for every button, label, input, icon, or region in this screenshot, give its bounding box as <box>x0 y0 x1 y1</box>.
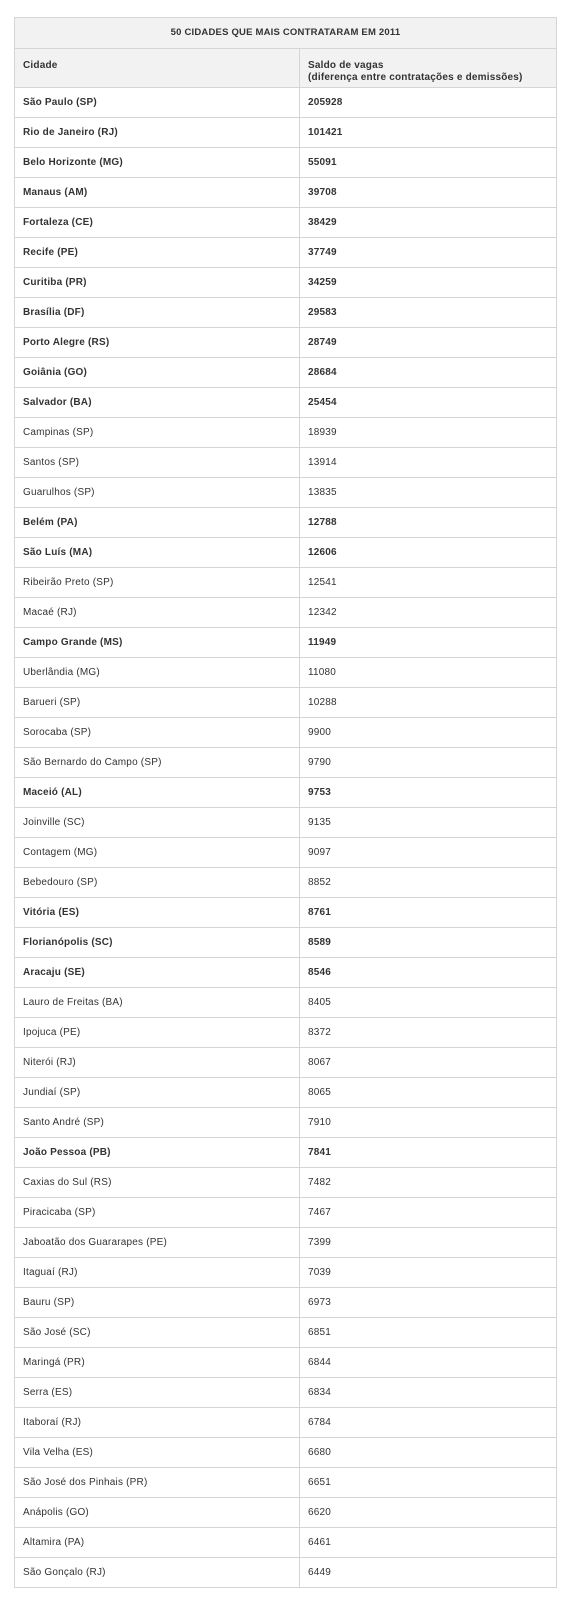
city-cell: Sorocaba (SP) <box>15 718 300 748</box>
table-row <box>15 1108 557 1138</box>
balance-cell: 205928 <box>300 88 557 118</box>
table-row <box>15 1558 557 1588</box>
column-header-city: Cidade <box>15 49 300 88</box>
table-row <box>15 478 557 508</box>
balance-cell: 11080 <box>300 658 557 688</box>
city-cell: Belo Horizonte (MG) <box>15 148 300 178</box>
balance-cell: 6784 <box>300 1408 557 1438</box>
balance-cell: 9790 <box>300 748 557 778</box>
balance-cell: 101421 <box>300 118 557 148</box>
balance-cell: 6973 <box>300 1288 557 1318</box>
balance-cell: 39708 <box>300 178 557 208</box>
balance-cell: 28684 <box>300 358 557 388</box>
column-header-balance-line2: (diferença entre contratações e demissões) <box>308 72 523 83</box>
city-cell: Uberlândia (MG) <box>15 658 300 688</box>
balance-cell: 25454 <box>300 388 557 418</box>
table-row <box>15 838 557 868</box>
column-header-balance <box>300 49 557 88</box>
column-header-balance-line1: Saldo de vagas <box>308 60 384 71</box>
city-cell: Macaé (RJ) <box>15 598 300 628</box>
city-cell: São Gonçalo (RJ) <box>15 1558 300 1588</box>
city-cell: Maceió (AL) <box>15 778 300 808</box>
balance-cell: 7467 <box>300 1198 557 1228</box>
balance-cell: 8589 <box>300 928 557 958</box>
city-cell: Brasília (DF) <box>15 298 300 328</box>
table-row <box>15 208 557 238</box>
table-row <box>15 1168 557 1198</box>
table-row <box>15 1318 557 1348</box>
balance-cell: 6851 <box>300 1318 557 1348</box>
balance-cell: 12788 <box>300 508 557 538</box>
city-cell: Itaboraí (RJ) <box>15 1408 300 1438</box>
table-row <box>15 1048 557 1078</box>
city-cell: Vila Velha (ES) <box>15 1438 300 1468</box>
table-header-row <box>15 49 557 88</box>
table-row <box>15 988 557 1018</box>
table-row <box>15 568 557 598</box>
city-cell: Campinas (SP) <box>15 418 300 448</box>
city-cell: Curitiba (PR) <box>15 268 300 298</box>
table-row <box>15 1498 557 1528</box>
table-row <box>15 448 557 478</box>
city-cell: Porto Alegre (RS) <box>15 328 300 358</box>
balance-cell: 8546 <box>300 958 557 988</box>
table-row <box>15 628 557 658</box>
table-row <box>15 808 557 838</box>
city-cell: Santos (SP) <box>15 448 300 478</box>
city-cell: Manaus (AM) <box>15 178 300 208</box>
city-cell: Aracaju (SE) <box>15 958 300 988</box>
balance-cell: 6461 <box>300 1528 557 1558</box>
balance-cell: 8405 <box>300 988 557 1018</box>
city-cell: Bebedouro (SP) <box>15 868 300 898</box>
table-row <box>15 1078 557 1108</box>
table-title-row <box>15 18 557 49</box>
city-cell: Altamira (PA) <box>15 1528 300 1558</box>
city-cell: Florianópolis (SC) <box>15 928 300 958</box>
table-row <box>15 598 557 628</box>
balance-cell: 7841 <box>300 1138 557 1168</box>
table-row <box>15 658 557 688</box>
table-row <box>15 1438 557 1468</box>
balance-cell: 10288 <box>300 688 557 718</box>
balance-cell: 6651 <box>300 1468 557 1498</box>
balance-cell: 6834 <box>300 1378 557 1408</box>
city-cell: Guarulhos (SP) <box>15 478 300 508</box>
table-row <box>15 1258 557 1288</box>
balance-cell: 13835 <box>300 478 557 508</box>
table-row <box>15 328 557 358</box>
table-row <box>15 268 557 298</box>
table-row <box>15 718 557 748</box>
table-row <box>15 958 557 988</box>
balance-cell: 6844 <box>300 1348 557 1378</box>
balance-cell: 6620 <box>300 1498 557 1528</box>
city-cell: Vitória (ES) <box>15 898 300 928</box>
balance-cell: 12342 <box>300 598 557 628</box>
table-row <box>15 1018 557 1048</box>
balance-cell: 34259 <box>300 268 557 298</box>
city-cell: Jundiaí (SP) <box>15 1078 300 1108</box>
table-row <box>15 1468 557 1498</box>
balance-cell: 7039 <box>300 1258 557 1288</box>
city-cell: Recife (PE) <box>15 238 300 268</box>
table-row <box>15 1288 557 1318</box>
city-cell: Anápolis (GO) <box>15 1498 300 1528</box>
city-cell: Lauro de Freitas (BA) <box>15 988 300 1018</box>
table-row <box>15 778 557 808</box>
city-cell: Campo Grande (MS) <box>15 628 300 658</box>
balance-cell: 9135 <box>300 808 557 838</box>
city-cell: São Luís (MA) <box>15 538 300 568</box>
city-cell: Serra (ES) <box>15 1378 300 1408</box>
city-cell: Fortaleza (CE) <box>15 208 300 238</box>
balance-cell: 18939 <box>300 418 557 448</box>
city-cell: São José (SC) <box>15 1318 300 1348</box>
city-cell: Santo André (SP) <box>15 1108 300 1138</box>
city-cell: Bauru (SP) <box>15 1288 300 1318</box>
balance-cell: 9900 <box>300 718 557 748</box>
balance-cell: 8761 <box>300 898 557 928</box>
table-row <box>15 1138 557 1168</box>
balance-cell: 6680 <box>300 1438 557 1468</box>
balance-cell: 29583 <box>300 298 557 328</box>
balance-cell: 7399 <box>300 1228 557 1258</box>
table-row <box>15 1198 557 1228</box>
balance-cell: 11949 <box>300 628 557 658</box>
table-row <box>15 178 557 208</box>
table-row <box>15 1228 557 1258</box>
city-cell: Piracicaba (SP) <box>15 1198 300 1228</box>
table-row <box>15 898 557 928</box>
city-cell: Maringá (PR) <box>15 1348 300 1378</box>
table-row <box>15 1348 557 1378</box>
balance-cell: 8852 <box>300 868 557 898</box>
city-cell: Goiânia (GO) <box>15 358 300 388</box>
table-row <box>15 1408 557 1438</box>
city-cell: Ipojuca (PE) <box>15 1018 300 1048</box>
table-row <box>15 508 557 538</box>
balance-cell: 37749 <box>300 238 557 268</box>
city-cell: Niterói (RJ) <box>15 1048 300 1078</box>
balance-cell: 6449 <box>300 1558 557 1588</box>
balance-cell: 8372 <box>300 1018 557 1048</box>
city-cell: Caxias do Sul (RS) <box>15 1168 300 1198</box>
city-cell: Ribeirão Preto (SP) <box>15 568 300 598</box>
table-row <box>15 298 557 328</box>
cities-hiring-table <box>14 17 557 1588</box>
balance-cell: 13914 <box>300 448 557 478</box>
balance-cell: 8067 <box>300 1048 557 1078</box>
balance-cell: 12541 <box>300 568 557 598</box>
city-cell: Rio de Janeiro (RJ) <box>15 118 300 148</box>
table-row <box>15 148 557 178</box>
table-row <box>15 388 557 418</box>
city-cell: Barueri (SP) <box>15 688 300 718</box>
city-cell: São José dos Pinhais (PR) <box>15 1468 300 1498</box>
table-container <box>14 17 556 1588</box>
table-row <box>15 118 557 148</box>
city-cell: João Pessoa (PB) <box>15 1138 300 1168</box>
city-cell: Salvador (BA) <box>15 388 300 418</box>
table-row <box>15 88 557 118</box>
table-row <box>15 358 557 388</box>
balance-cell: 7910 <box>300 1108 557 1138</box>
balance-cell: 9753 <box>300 778 557 808</box>
balance-cell: 7482 <box>300 1168 557 1198</box>
city-cell: São Paulo (SP) <box>15 88 300 118</box>
balance-cell: 38429 <box>300 208 557 238</box>
table-row <box>15 538 557 568</box>
table-row <box>15 868 557 898</box>
table-row <box>15 1528 557 1558</box>
city-cell: Itaguaí (RJ) <box>15 1258 300 1288</box>
balance-cell: 8065 <box>300 1078 557 1108</box>
balance-cell: 28749 <box>300 328 557 358</box>
table-body <box>15 88 557 1588</box>
table-row <box>15 238 557 268</box>
city-cell: Belém (PA) <box>15 508 300 538</box>
balance-cell: 55091 <box>300 148 557 178</box>
table-row <box>15 748 557 778</box>
table-row <box>15 688 557 718</box>
city-cell: Jaboatão dos Guararapes (PE) <box>15 1228 300 1258</box>
balance-cell: 12606 <box>300 538 557 568</box>
balance-cell: 9097 <box>300 838 557 868</box>
table-row <box>15 418 557 448</box>
city-cell: São Bernardo do Campo (SP) <box>15 748 300 778</box>
city-cell: Contagem (MG) <box>15 838 300 868</box>
table-row <box>15 1378 557 1408</box>
table-row <box>15 928 557 958</box>
table-title: 50 CIDADES QUE MAIS CONTRATARAM EM 2011 <box>15 18 557 49</box>
city-cell: Joinville (SC) <box>15 808 300 838</box>
